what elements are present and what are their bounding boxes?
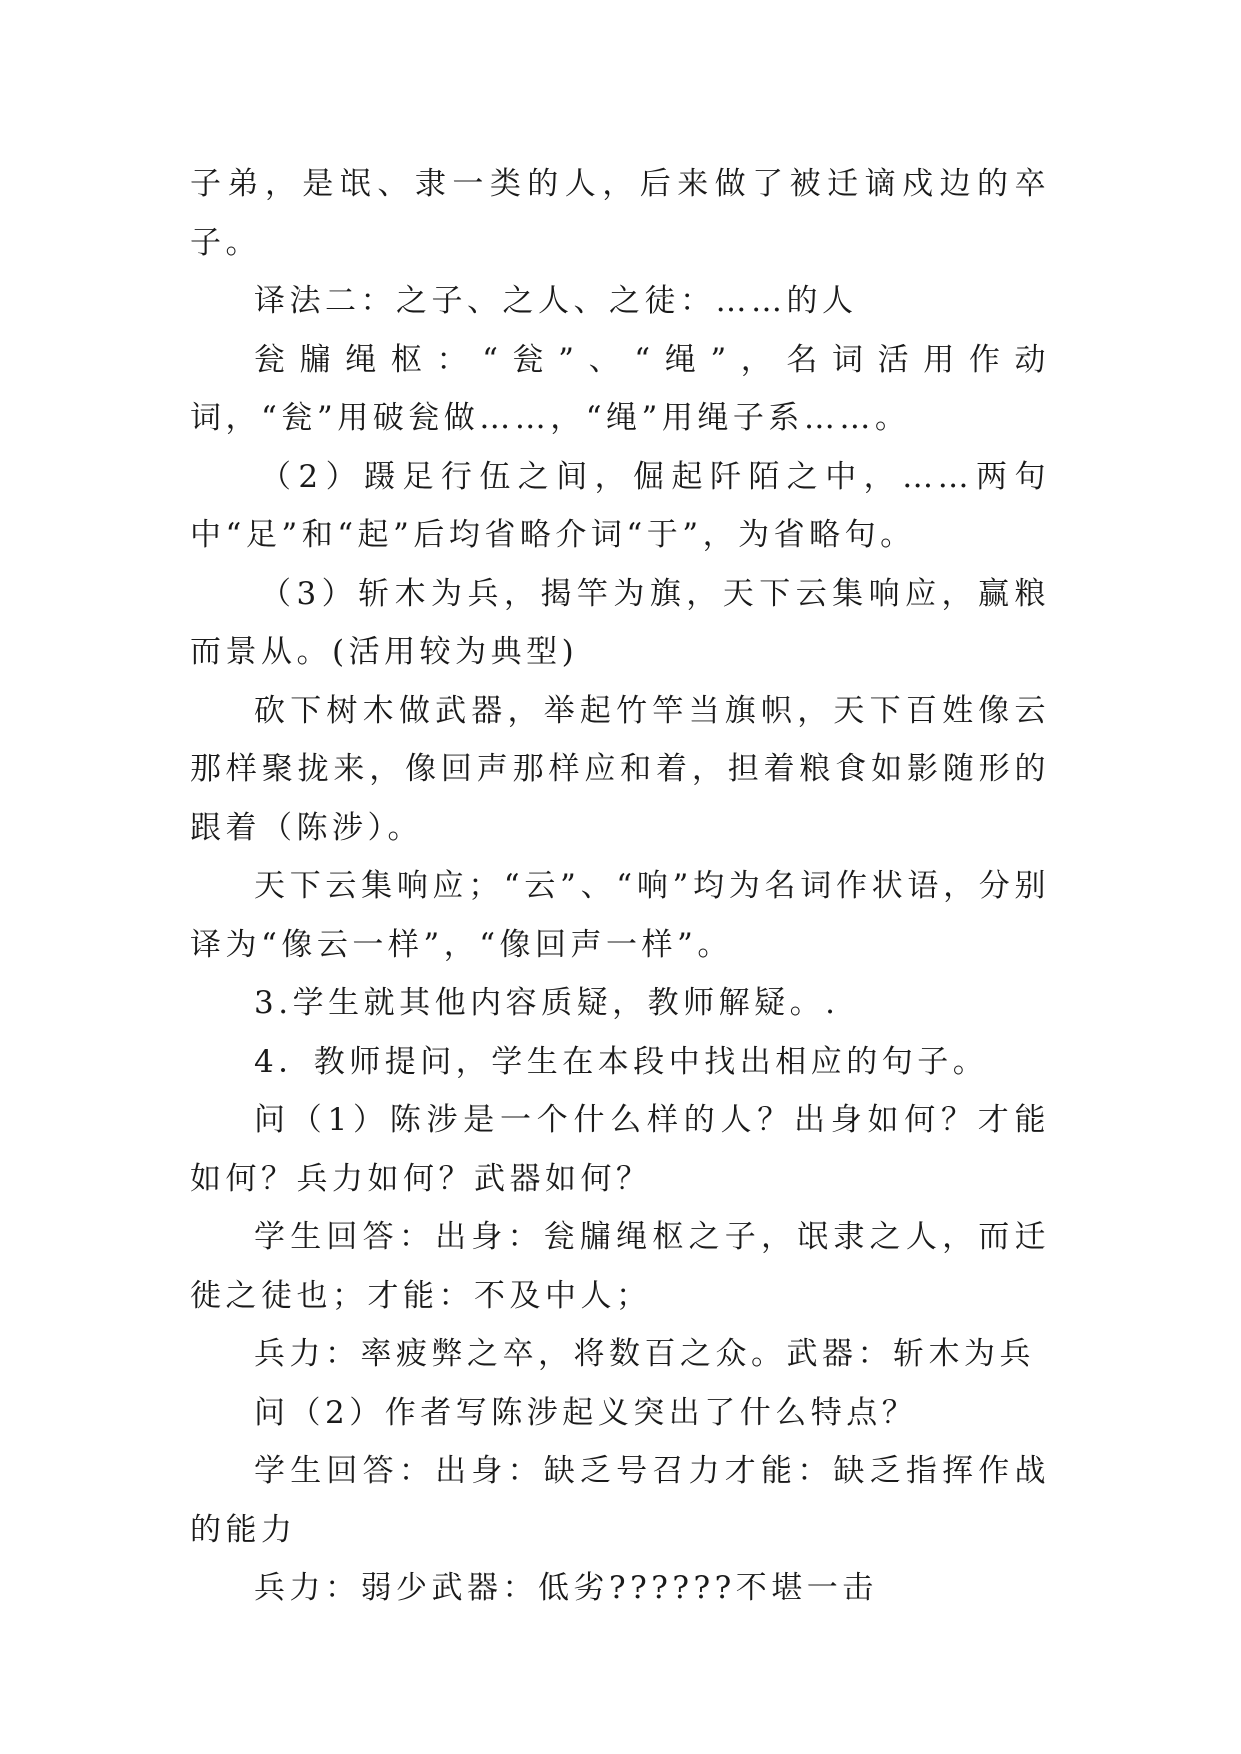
paragraph: 4．教师提问，学生在本段中找出相应的句子。 <box>254 1043 989 1080</box>
paragraph: 砍下树木做武器，举起竹竿当旗帜，天下百姓像云那样聚拢来，像回声那样应和着，担着粮食如影随形的跟着（陈涉）。 <box>190 692 1050 846</box>
paragraph: 兵力：率疲弊之卒，将数百之众。武器：斩木为兵 <box>254 1336 1035 1372</box>
paragraph: 瓮牖绳枢：“瓮”、“绳”，名词活用作动词，“瓮”用破瓮做……，“绳”用绳子系……。 <box>190 341 1050 436</box>
paragraph: 3.学生就其他内容质疑，教师解疑。. <box>254 985 840 1021</box>
paragraph: 问（1）陈涉是一个什么样的人？出身如何？才能如何？兵力如何？武器如何？ <box>190 1102 1050 1197</box>
document-body <box>190 155 1050 1618</box>
paragraph: 兵力：弱少武器：低劣??????不堪一击 <box>254 1570 878 1606</box>
paragraph: 问（2）作者写陈涉起义突出了什么特点？ <box>254 1394 918 1431</box>
paragraph: 天下云集响应；“云”、“响”均为名词作状语，分别译为“像云一样”，“像回声一样”。 <box>190 868 1050 963</box>
paragraph: （3）斩木为兵，揭竿为旗，天下云集响应，赢粮而景从。(活用较为典型) <box>190 575 1050 670</box>
paragraph: 学生回答：出身：缺乏号召力才能：缺乏指挥作战的能力 <box>190 1453 1050 1548</box>
paragraph: 译法二：之子、之人、之徒：……的人 <box>254 283 858 319</box>
paragraph: 学生回答：出身：瓮牖绳枢之子，氓隶之人，而迁徙之徒也；才能：不及中人； <box>190 1219 1050 1314</box>
paragraph: （2）蹑足行伍之间，倔起阡陌之中，……两句中“足”和“起”后均省略介词“于”，为省略句。 <box>190 458 1050 553</box>
paragraph: 子弟，是氓、隶一类的人，后来做了被迁谪戍边的卒子。 <box>190 166 1050 261</box>
